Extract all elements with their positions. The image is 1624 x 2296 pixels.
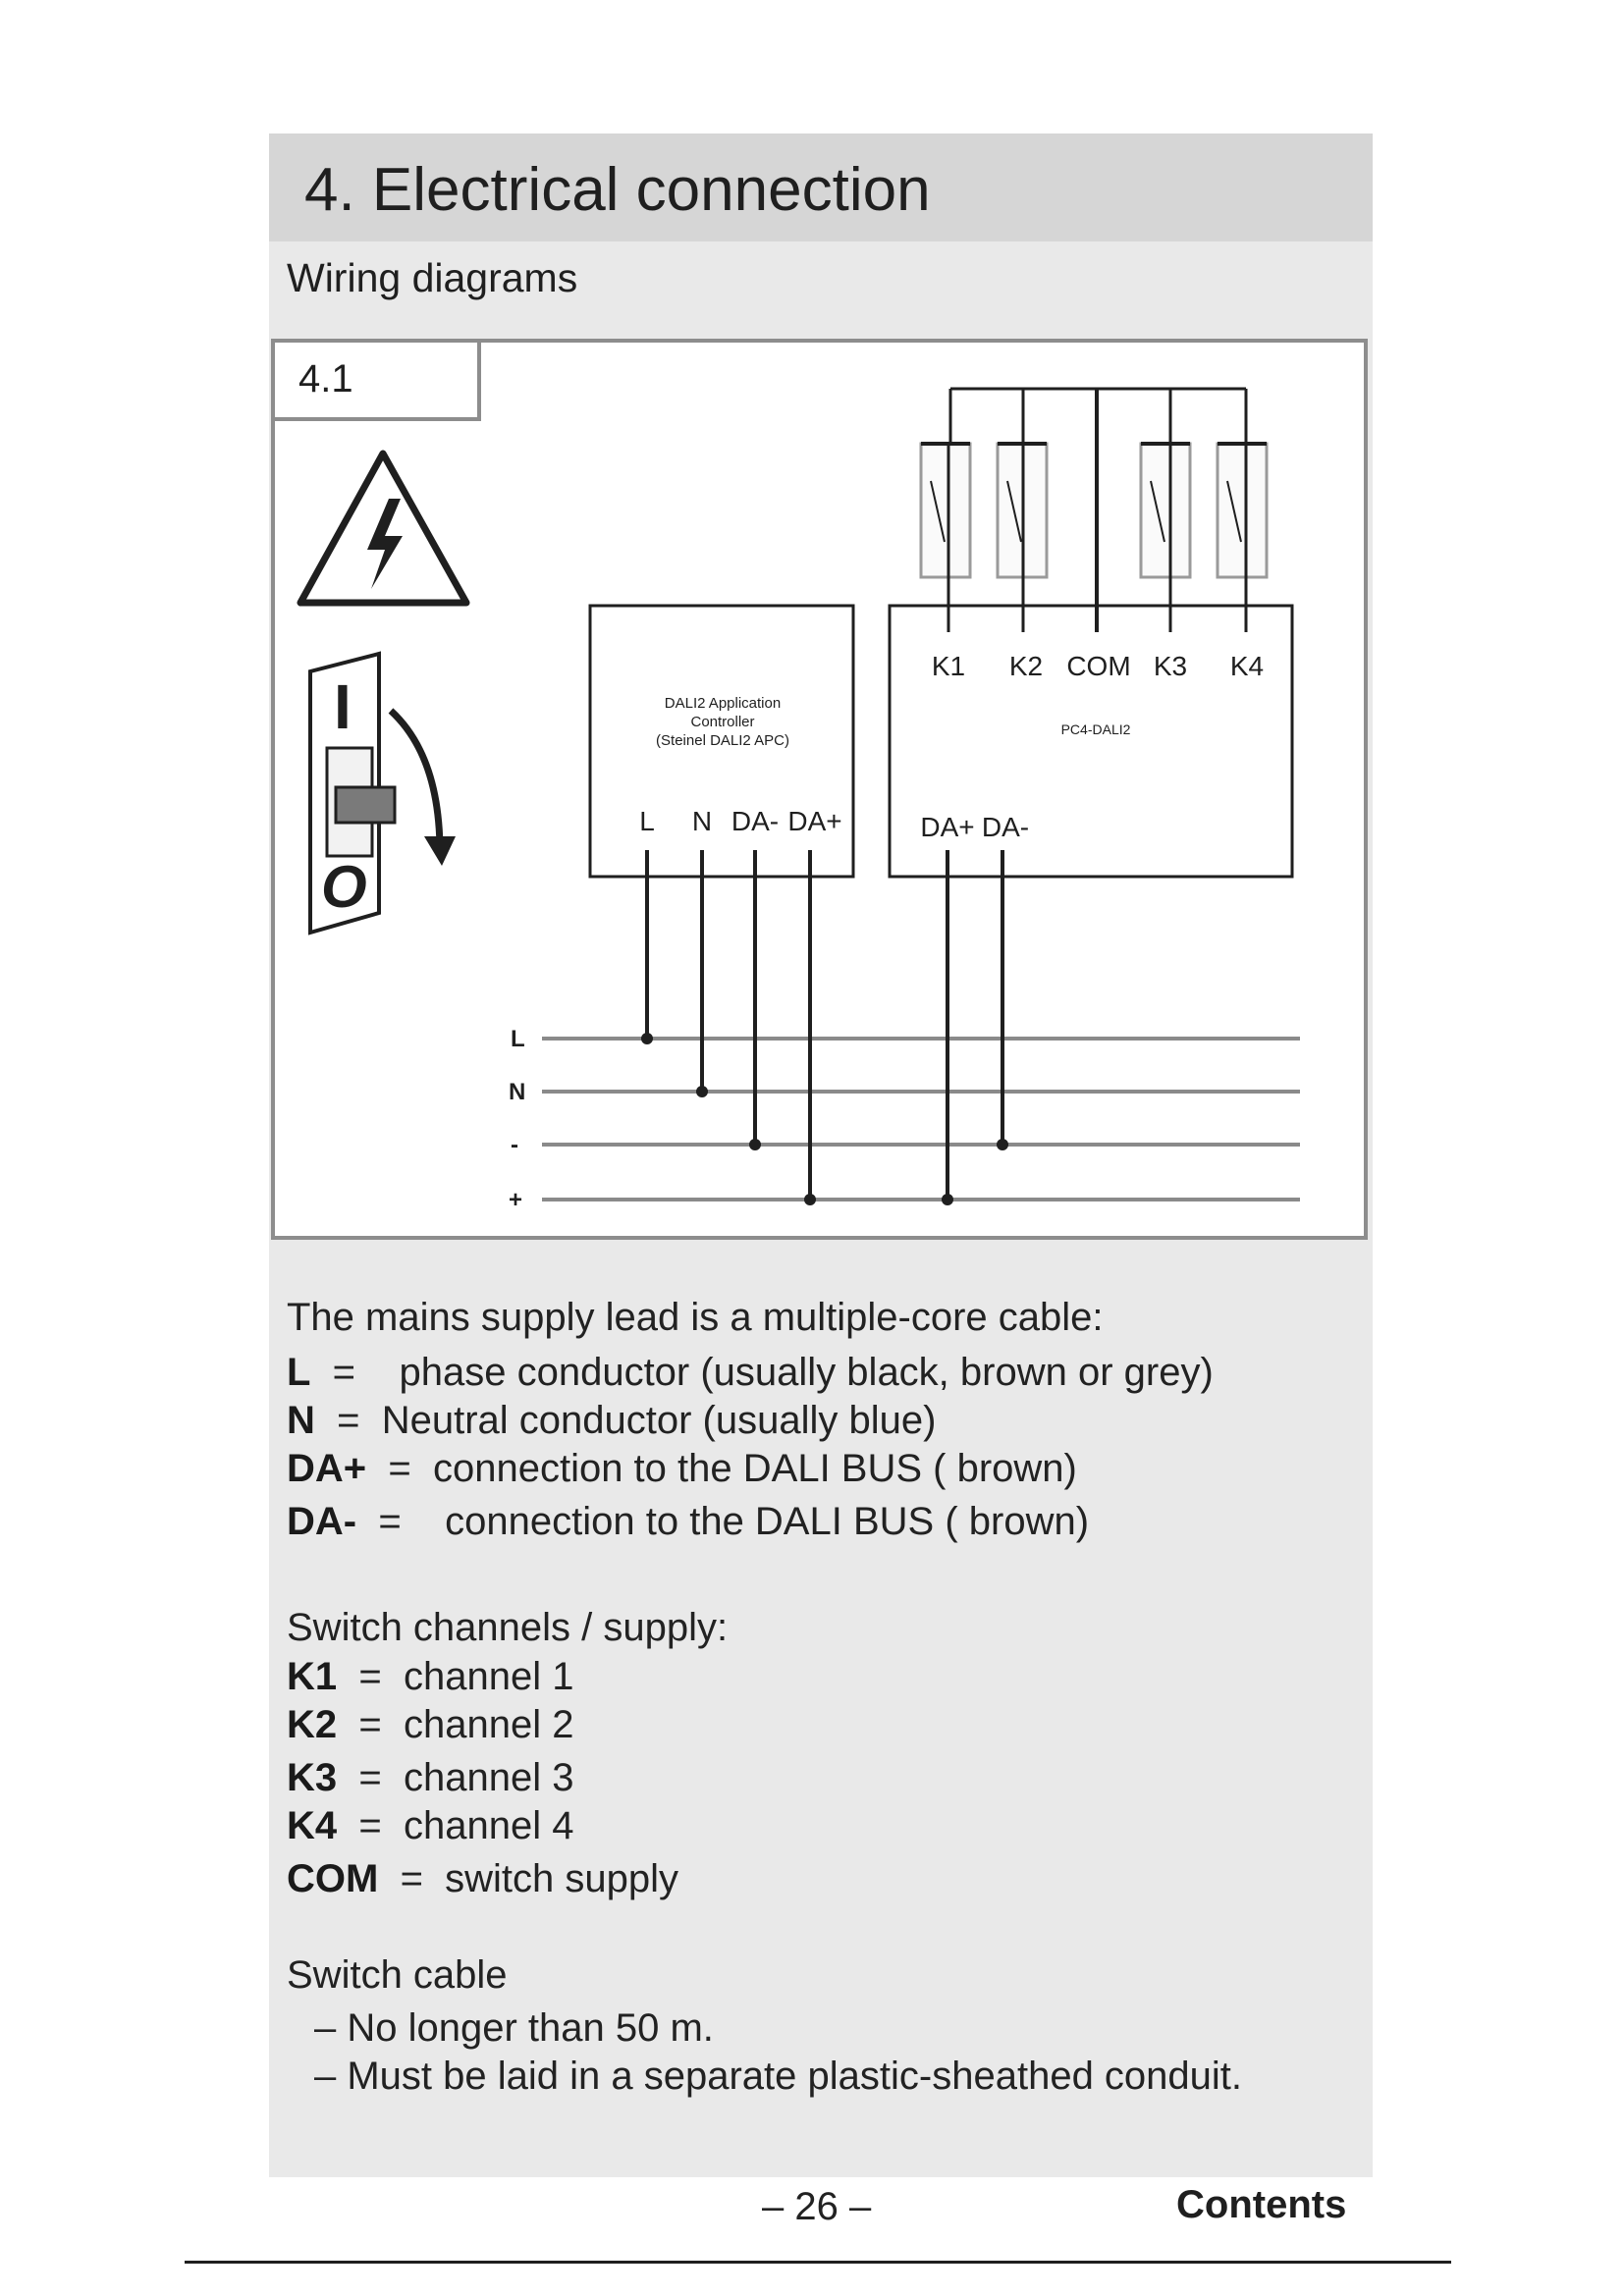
circuit-breaker-icon [310, 654, 456, 933]
bus-connections [647, 850, 1002, 1200]
channel-description: switch supply [445, 1857, 679, 1900]
conductor-separator: = [388, 1447, 411, 1490]
controller-name-line-1: DALI2 Application [664, 695, 782, 712]
module-terminal-k3: K3 [1153, 651, 1188, 681]
conductor-separator: = [337, 1399, 360, 1442]
channel-description: channel 1 [403, 1655, 574, 1698]
channel-key: K4 [287, 1804, 338, 1847]
dali-application-controller [590, 606, 853, 877]
high-voltage-warning-icon [300, 454, 466, 603]
channel-separator: = [358, 1756, 382, 1799]
conductor-da-minus-row [287, 1500, 1089, 1544]
conductor-key: DA+ [287, 1447, 367, 1490]
section-subtitle: Wiring diagrams [287, 255, 578, 300]
channel-k1-row [287, 1655, 573, 1699]
section-title: 4. Electrical connection [304, 156, 931, 224]
mains-intro: The mains supply lead is a multiple-core cable: [287, 1296, 1104, 1339]
channel-k3-row [287, 1756, 573, 1800]
cable-note-conduit: – Must be laid in a separate plastic-sheathed conduit. [314, 2055, 1243, 2098]
footer-rule [185, 2261, 1451, 2264]
conductor-separator: = [332, 1351, 356, 1394]
module-terminal-k2: K2 [1008, 651, 1044, 681]
channel-key: K3 [287, 1756, 338, 1799]
bus-line-l-label: L [511, 1026, 525, 1052]
controller-terminal-da-minus: DA- [731, 806, 780, 836]
switch-on-label: I [334, 671, 352, 742]
channel-separator: = [358, 1703, 382, 1746]
junction-dots [641, 1033, 1008, 1205]
controller-name-line-2: Controller [690, 714, 755, 730]
controller-terminal-da-plus: DA+ [787, 806, 842, 836]
bus-line-n-label: N [509, 1079, 526, 1105]
module-terminal-da-minus: DA- [981, 812, 1030, 842]
channel-k2-row [287, 1703, 573, 1747]
channel-com-row [287, 1857, 678, 1901]
contents-link[interactable]: Contents [1176, 2183, 1347, 2226]
module-terminal-k1: K1 [931, 651, 966, 681]
controller-terminal-n: N [691, 806, 713, 836]
controller-name-line-3: (Steinel DALI2 APC) [656, 732, 789, 749]
channel-k4-row [287, 1804, 573, 1848]
pc4-dali2-module [890, 606, 1292, 877]
channel-separator: = [358, 1655, 382, 1698]
channel-key: K2 [287, 1703, 338, 1746]
channel-description: channel 4 [403, 1804, 574, 1847]
module-terminal-da-plus: DA+ [920, 812, 975, 842]
conductor-description: connection to the DALI BUS ( brown) [445, 1500, 1090, 1543]
channel-key: K1 [287, 1655, 338, 1698]
channel-description: channel 3 [403, 1756, 574, 1799]
switch-cable-heading: Switch cable [287, 1953, 508, 1997]
module-name: PC4-DALI2 [1060, 721, 1131, 737]
conductor-separator: = [378, 1500, 402, 1543]
module-terminal-com: COM [1066, 651, 1131, 681]
figure-label: 4.1 [298, 357, 353, 400]
conductor-l-row [287, 1351, 1214, 1395]
conductor-description: phase conductor (usually black, brown or grey) [399, 1351, 1214, 1394]
conductor-description: connection to the DALI BUS ( brown) [432, 1447, 1077, 1490]
switch-off-label: O [321, 854, 367, 920]
switch-wiring [921, 389, 1267, 632]
channel-description: channel 2 [403, 1703, 574, 1746]
module-terminal-k4: K4 [1229, 651, 1265, 681]
conductor-key: L [287, 1351, 311, 1394]
cable-note-length: – No longer than 50 m. [314, 2006, 714, 2050]
conductor-key: N [287, 1399, 315, 1442]
bus-lines [509, 1026, 1300, 1213]
conductor-da-plus-row [287, 1447, 1077, 1491]
conductor-key: DA- [287, 1500, 357, 1543]
bus-line-plus-label: + [509, 1187, 523, 1213]
switch-channels-heading: Switch channels / supply: [287, 1606, 729, 1649]
conductor-description: Neutral conductor (usually blue) [381, 1399, 937, 1442]
channel-separator: = [400, 1857, 423, 1900]
channel-key: COM [287, 1857, 379, 1900]
conductor-n-row [287, 1399, 936, 1443]
channel-separator: = [358, 1804, 382, 1847]
controller-terminal-l: L [639, 806, 655, 836]
page-number: – 26 – [762, 2185, 872, 2228]
bus-line-minus-label: - [511, 1132, 518, 1158]
